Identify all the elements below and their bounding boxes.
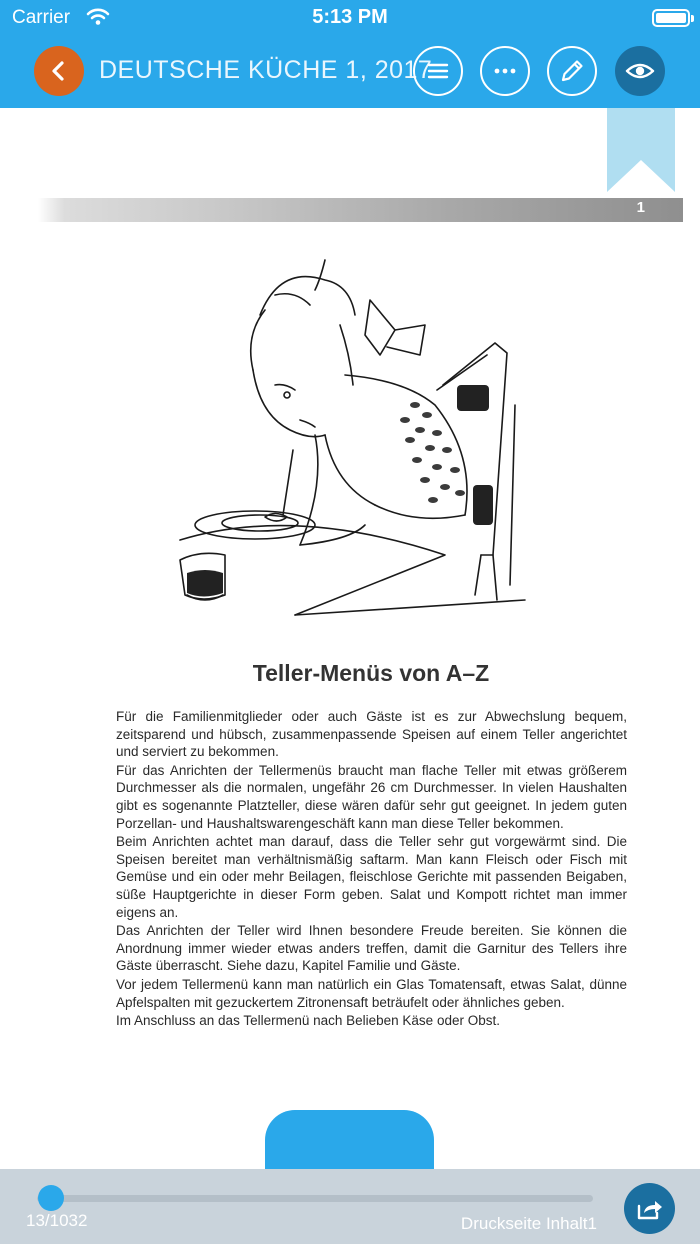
page-slider-thumb[interactable] bbox=[38, 1185, 64, 1211]
paragraph: Für das Anrichten der Tellermenüs braucht man flache Teller mit etwas größerem Durchmesser als die normalen, ungefähr 26 cm Durchmesser. In vielen Haushalten gibt es sogenannte Platzteller, diese wären dafür sehr gut geeignet. In jedem guten Porzellan- und Haushaltswarengeschäft kann man diese Teller bekommen. bbox=[116, 762, 627, 831]
page-slider-track[interactable] bbox=[37, 1195, 593, 1202]
back-icon bbox=[49, 60, 69, 82]
back-button[interactable] bbox=[34, 46, 84, 96]
battery-icon bbox=[652, 9, 690, 27]
menu-button[interactable] bbox=[413, 46, 463, 96]
menu-icon bbox=[427, 62, 449, 80]
bookmark-icon[interactable] bbox=[607, 108, 675, 192]
document-title: DEUTSCHE KÜCHE 1, 2017 bbox=[99, 56, 433, 84]
page-body bbox=[116, 708, 627, 1031]
paragraph: Für die Familienmitglieder oder auch Gäste ist es zur Abwechslung bequem, zeitsparend und hübsch, zusammenpassende Speisen auf einem Teller angerichtet und serviert zu bekommen. bbox=[116, 709, 627, 760]
clock: 5:13 PM bbox=[312, 6, 388, 28]
view-mode-button[interactable] bbox=[615, 46, 665, 96]
status-bar bbox=[0, 0, 700, 36]
paragraph: Das Anrichten der Teller wird Ihnen besondere Freude bereiten. Sie können die Anordnung immer wieder etwas anders treffen, damit die Garnitur des Tellers ihre Gäste überrascht. Siehe dazu, Kapitel Familie und Gäste. bbox=[116, 923, 627, 974]
top-bar bbox=[0, 0, 700, 108]
more-icon bbox=[493, 67, 517, 75]
eye-icon bbox=[625, 61, 655, 81]
share-button[interactable] bbox=[624, 1183, 675, 1234]
edit-button[interactable] bbox=[547, 46, 597, 96]
carrier-label: Carrier bbox=[12, 7, 71, 28]
page-number: 1 bbox=[636, 199, 645, 216]
paragraph: Im Anschluss an das Tellermenü nach Belieben Käse oder Obst. bbox=[116, 1013, 500, 1029]
page-heading: Teller-Menüs von A–Z bbox=[252, 660, 490, 686]
bottom-bar bbox=[0, 1169, 700, 1244]
more-options-button[interactable] bbox=[480, 46, 530, 96]
illustration-girl-eating bbox=[175, 255, 535, 625]
pencil-icon bbox=[559, 58, 585, 84]
share-icon bbox=[636, 1196, 664, 1222]
page-header-strip bbox=[18, 198, 683, 222]
print-page-label: Druckseite Inhalt1 bbox=[460, 1214, 597, 1233]
page-counter: 13/1032 bbox=[26, 1211, 88, 1230]
paragraph: Vor jedem Tellermenü kann man natürlich ein Glas Tomatensaft, etwas Salat, dünne Apfelspalten mit gezuckertem Zitronensaft beträufelt oder ähnliches geben. bbox=[116, 976, 627, 1010]
paragraph: Beim Anrichten achtet man darauf, dass die Teller sehr gut vorgewärmt sind. Die Speisen bereitet man verhältnismäßig saftarm. Man kann Fleisch oder Fisch mit Gemüse und ein oder mehr Beilagen, fleischlose Gerichte mit passenden Beigaben, süße Hauptgerichte in dieser Form geben. Salat und Kompott richtet man immer eigens an. bbox=[116, 834, 627, 920]
